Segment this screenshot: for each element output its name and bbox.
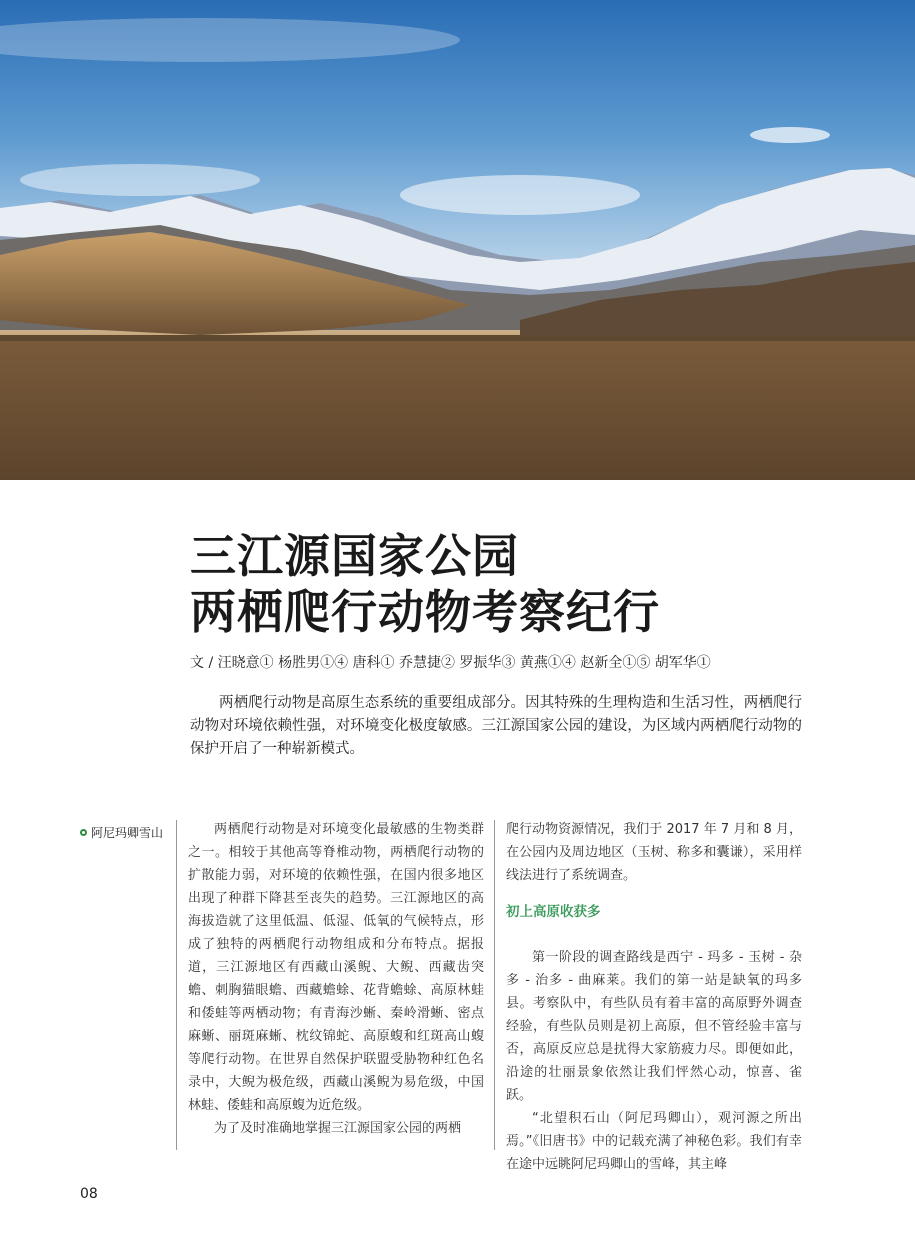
section-heading: 初上高原收获多: [506, 904, 601, 920]
title-line-1: 三江源国家公园: [190, 529, 519, 583]
page-number: 08: [80, 1186, 98, 1202]
body-paragraph: 为了及时准确地掌握三江源国家公园的两栖: [214, 1121, 462, 1136]
author-byline: 文 / 汪晓意① 杨胜男①④ 唐科① 乔慧捷② 罗振华③ 黄燕①④ 赵新全①⑤ 胡军华①: [190, 655, 711, 671]
body-paragraph: 爬行动物资源情况，我们于 2017 年 7 月和 8 月，在公园内及周边地区（玉树、称多和囊谦），采用样线法进行了系统调查。: [506, 822, 802, 883]
photo-caption: [80, 824, 163, 841]
caption-bullet-icon: [80, 829, 87, 836]
lead-paragraph: 两栖爬行动物是高原生态系统的重要组成部分。因其特殊的生理构造和生活习性，两栖爬行动物对环境依赖性强，对环境变化极度敏感。三江源国家公园的建设，为区域内两栖爬行动物的保护开启了一种崭新模式。: [190, 695, 802, 757]
title-line-2: 两栖爬行动物考察纪行: [190, 585, 660, 639]
body-paragraph: 两栖爬行动物是对环境变化最敏感的生物类群之一。相较于其他高等脊椎动物，两栖爬行动物的扩散能力弱，对环境的依赖性强，在国内很多地区出现了种群下降甚至丧失的趋势。三江源地区的高海拔造就了这里低温、低湿、低氧的气候特点，形成了独特的两栖爬行动物组成和分布特点。据报道，三江源地区有西藏山溪鲵、大鲵、西藏齿突蟾、刺胸猫眼蟾、西藏蟾蜍、花背蟾蜍、高原林蛙和倭蛙等两栖动物；有青海沙蜥、秦岭滑蜥、密点麻蜥、丽斑麻蜥、枕纹锦蛇、高原蝮和红斑高山蝮等爬行动物。在世界自然保护联盟受胁物种红色名录中，大鲵为极危级，西藏山溪鲵为易危级，中国林蛙、倭蛙和高原蝮为近危级。: [188, 822, 484, 1113]
mountain-landscape-image: [0, 0, 915, 480]
hero-photo: [0, 0, 915, 480]
column-divider-middle: [494, 820, 495, 1150]
body-paragraph: “北望积石山（阿尼玛卿山），观河源之所出焉。”《旧唐书》中的记载充满了神秘色彩。我们有幸在途中远眺阿尼玛卿山的雪峰，其主峰: [506, 1111, 802, 1172]
column-divider-left: [176, 820, 177, 1150]
body-column-1: [188, 818, 484, 1140]
article-title: [190, 528, 660, 640]
body-paragraph: 第一阶段的调查路线是西宁 - 玛多 - 玉树 - 杂多 - 治多 - 曲麻莱。我们的第一站是缺氧的玛多县。考察队中，有些队员有着丰富的高原野外调查经验，有些队员则是初上高原，但不管经验丰富与否，高原反应总是扰得大家筋疲力尽。即便如此，沿途的壮丽景象依然让我们怦然心动，惊喜、雀跃。: [506, 950, 802, 1103]
photo-caption-text: 阿尼玛卿雪山: [91, 826, 164, 840]
body-column-2: [506, 818, 802, 1176]
